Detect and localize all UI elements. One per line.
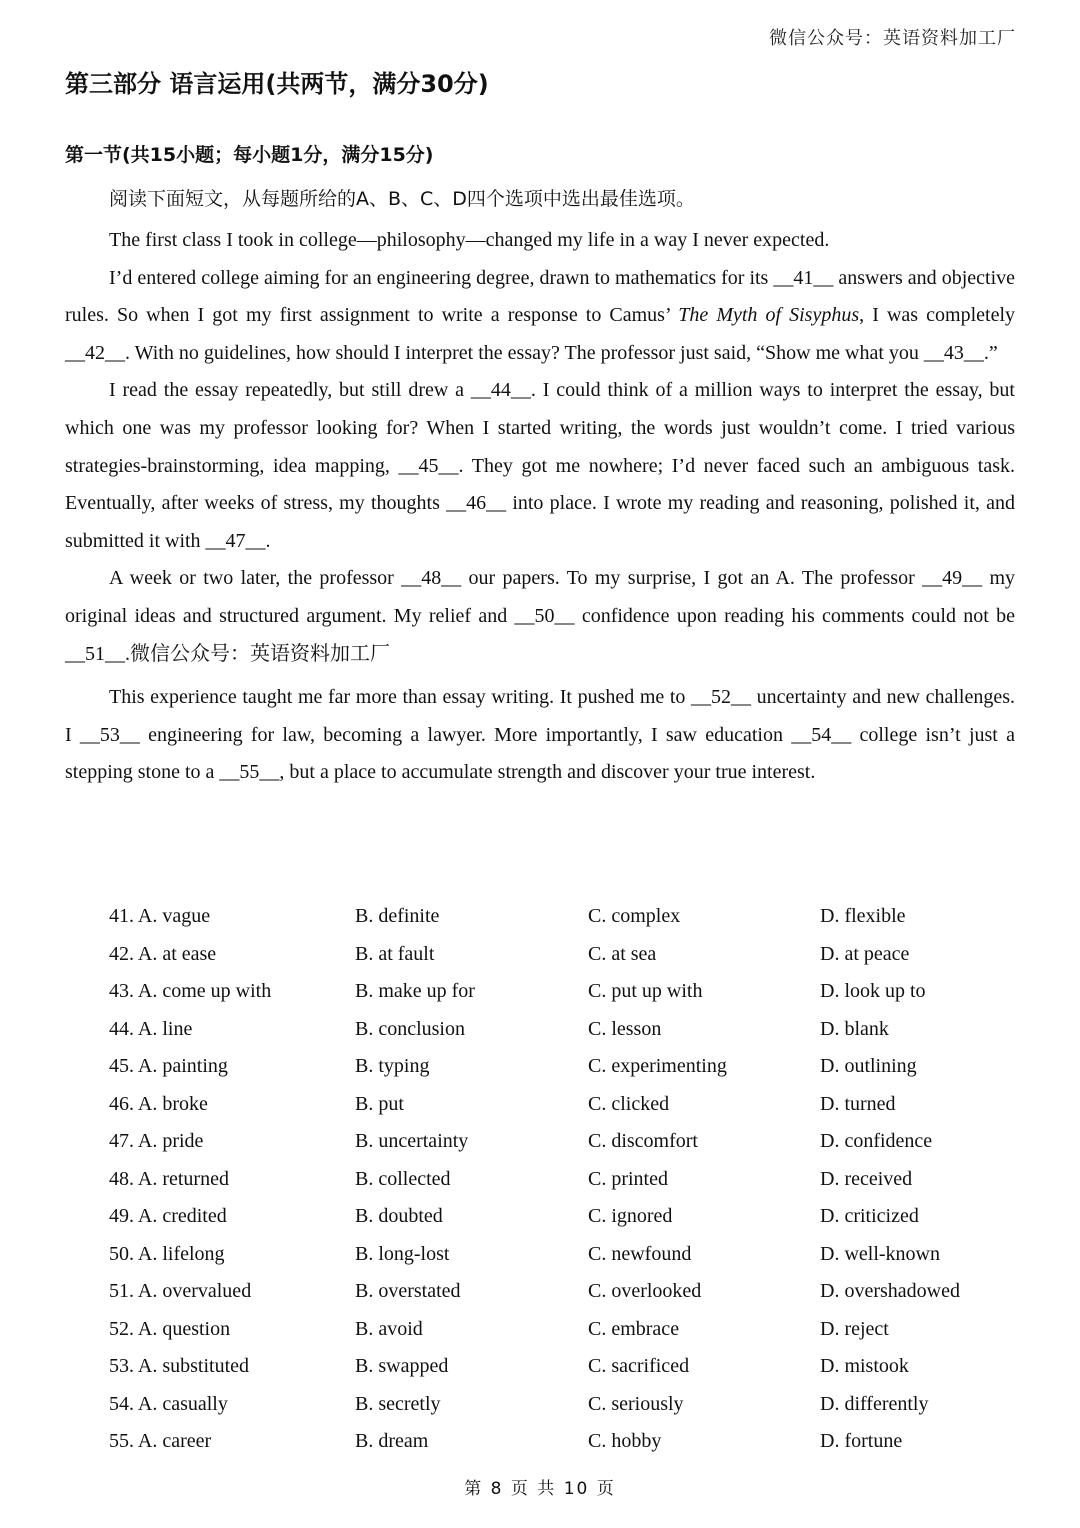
- option-d: D. fortune: [820, 1430, 903, 1452]
- page-footer: 第 8 页 共 10 页: [464, 1479, 616, 1499]
- option-b: B. dream: [355, 1430, 429, 1452]
- option-b: B. avoid: [355, 1317, 423, 1340]
- option-c: C. complex: [588, 905, 681, 927]
- option-a: 44. A. line: [109, 1017, 193, 1040]
- option-d: D. well-known: [820, 1242, 940, 1265]
- option-b: B. doubted: [355, 1205, 443, 1227]
- option-c: C. clicked: [588, 1092, 670, 1115]
- question-options-row: [109, 1018, 1009, 1056]
- question-options-row: [109, 1055, 1009, 1093]
- option-b: B. put: [355, 1092, 404, 1115]
- option-d: D. blank: [820, 1017, 889, 1040]
- paragraph-5: This experience taught me far more than essay writing. It pushed me to __52__ uncertainty and new challenges. I __53__ engineering for law, becoming a lawyer. More importantly, I saw education __54__ college isn’t just a stepping stone to a __55__, but a place to accumulate strength and discover your true interest.: [65, 686, 1015, 784]
- paragraph-2: [65, 260, 1015, 373]
- option-d: D. received: [820, 1167, 913, 1190]
- paragraph-1: The first class I took in college—philosophy—changed my life in a way I never expected.: [109, 229, 830, 251]
- option-d: D. outlining: [820, 1055, 917, 1077]
- paragraph-2-part-a: I’d entered college aiming for an engineering degree, drawn to mathematics for its __41__ answers and objective rules. So when I got my first assignment to write a response to Camus’: [65, 266, 1015, 327]
- option-d: D. overshadowed: [820, 1280, 960, 1302]
- question-options-row: [109, 1355, 1009, 1393]
- paragraph-2-part-b: , I was completely __42__. With no guidelines, how should I interpret the essay? The professor just said, “Show me what you __43__.”: [65, 304, 1016, 364]
- question-options-row: [109, 1093, 1009, 1131]
- instruction-text: 阅读下面短文，从每题所给的A、B、C、D四个选项中选出最佳选项。: [109, 188, 695, 210]
- option-c: C. seriously: [588, 1392, 684, 1415]
- option-d: D. look up to: [820, 980, 926, 1002]
- option-c: C. overlooked: [588, 1280, 702, 1302]
- option-a: 55. A. career: [109, 1430, 212, 1452]
- option-d: D. turned: [820, 1092, 896, 1115]
- option-a: 45. A. painting: [109, 1055, 228, 1077]
- option-a: 53. A. substituted: [109, 1355, 250, 1377]
- question-options-row: [109, 1130, 1009, 1168]
- option-c: C. discomfort: [588, 1130, 698, 1152]
- option-c: C. lesson: [588, 1017, 662, 1040]
- option-d: D. criticized: [820, 1205, 919, 1227]
- question-options-row: [109, 1393, 1009, 1431]
- option-c: C. ignored: [588, 1205, 673, 1227]
- paragraph-3: I read the essay repeatedly, but still drew a __44__. I could think of a million ways to interpret the essay, but which one was my professor looking for? When I started writing, the words just wouldn’t come. I tried various strategies-brainstorming, idea mapping, __45__. They got me nowhere; I’d never faced such an ambiguous task. Eventually, after weeks of stress, my thoughts __46__ into place. I wrote my reading and reasoning, polished it, and submitted it with __47__.: [65, 379, 1015, 552]
- option-a: 49. A. credited: [109, 1205, 227, 1227]
- option-a: 48. A. returned: [109, 1167, 229, 1190]
- option-a: 50. A. lifelong: [109, 1242, 225, 1265]
- question-options-row: [109, 1243, 1009, 1281]
- option-a: 41. A. vague: [109, 905, 211, 927]
- book-title: The Myth of Sisyphus: [678, 304, 860, 327]
- option-b: B. definite: [355, 905, 440, 927]
- option-b: B. overstated: [355, 1280, 461, 1302]
- option-a: 47. A. pride: [109, 1130, 204, 1152]
- option-b: B. secretly: [355, 1392, 441, 1415]
- option-c: C. experimenting: [588, 1055, 727, 1077]
- option-b: B. typing: [355, 1055, 430, 1077]
- option-d: D. confidence: [820, 1130, 933, 1152]
- option-c: C. printed: [588, 1167, 668, 1190]
- option-c: C. put up with: [588, 980, 703, 1002]
- option-a: 52. A. question: [109, 1317, 231, 1340]
- option-b: B. at fault: [355, 942, 435, 965]
- section-title: 第一节(共15小题；每小题1分，满分15分): [65, 144, 434, 166]
- question-options-row: [109, 1318, 1009, 1356]
- option-b: B. conclusion: [355, 1017, 465, 1040]
- option-b: B. collected: [355, 1167, 451, 1190]
- option-b: B. swapped: [355, 1355, 449, 1377]
- option-b: B. make up for: [355, 980, 475, 1002]
- option-d: D. differently: [820, 1392, 929, 1415]
- option-c: C. sacrificed: [588, 1355, 690, 1377]
- option-d: D. at peace: [820, 942, 910, 965]
- answer-options: [109, 905, 1009, 1468]
- option-a: 51. A. overvalued: [109, 1280, 252, 1302]
- question-options-row: [109, 1205, 1009, 1243]
- option-a: 54. A. casually: [109, 1392, 228, 1415]
- option-a: 46. A. broke: [109, 1092, 208, 1115]
- option-d: D. mistook: [820, 1355, 909, 1377]
- option-d: D. reject: [820, 1317, 889, 1340]
- option-a: 42. A. at ease: [109, 942, 217, 965]
- question-options-row: [109, 1168, 1009, 1206]
- question-options-row: [109, 1430, 1009, 1468]
- option-c: C. newfound: [588, 1242, 692, 1265]
- option-d: D. flexible: [820, 905, 906, 927]
- question-options-row: [109, 905, 1009, 943]
- question-options-row: [109, 943, 1009, 981]
- cloze-passage: [65, 222, 1015, 792]
- option-c: C. at sea: [588, 942, 657, 965]
- question-options-row: [109, 980, 1009, 1018]
- question-options-row: [109, 1280, 1009, 1318]
- watermark-text: 微信公众号：英语资料加工厂: [769, 28, 1016, 49]
- option-a: 43. A. come up with: [109, 980, 272, 1002]
- paragraph-4: A week or two later, the professor __48__ our papers. To my surprise, I got an A. The professor __49__ my original ideas and structured argument. My relief and __50__ confidence upon reading his comments could not be __51__.微信公众号：英语资料加工厂: [65, 567, 1015, 665]
- option-b: B. uncertainty: [355, 1130, 469, 1152]
- option-b: B. long-lost: [355, 1242, 450, 1265]
- part-title: 第三部分 语言运用(共两节，满分30分): [65, 70, 489, 98]
- option-c: C. embrace: [588, 1317, 680, 1340]
- option-c: C. hobby: [588, 1430, 662, 1452]
